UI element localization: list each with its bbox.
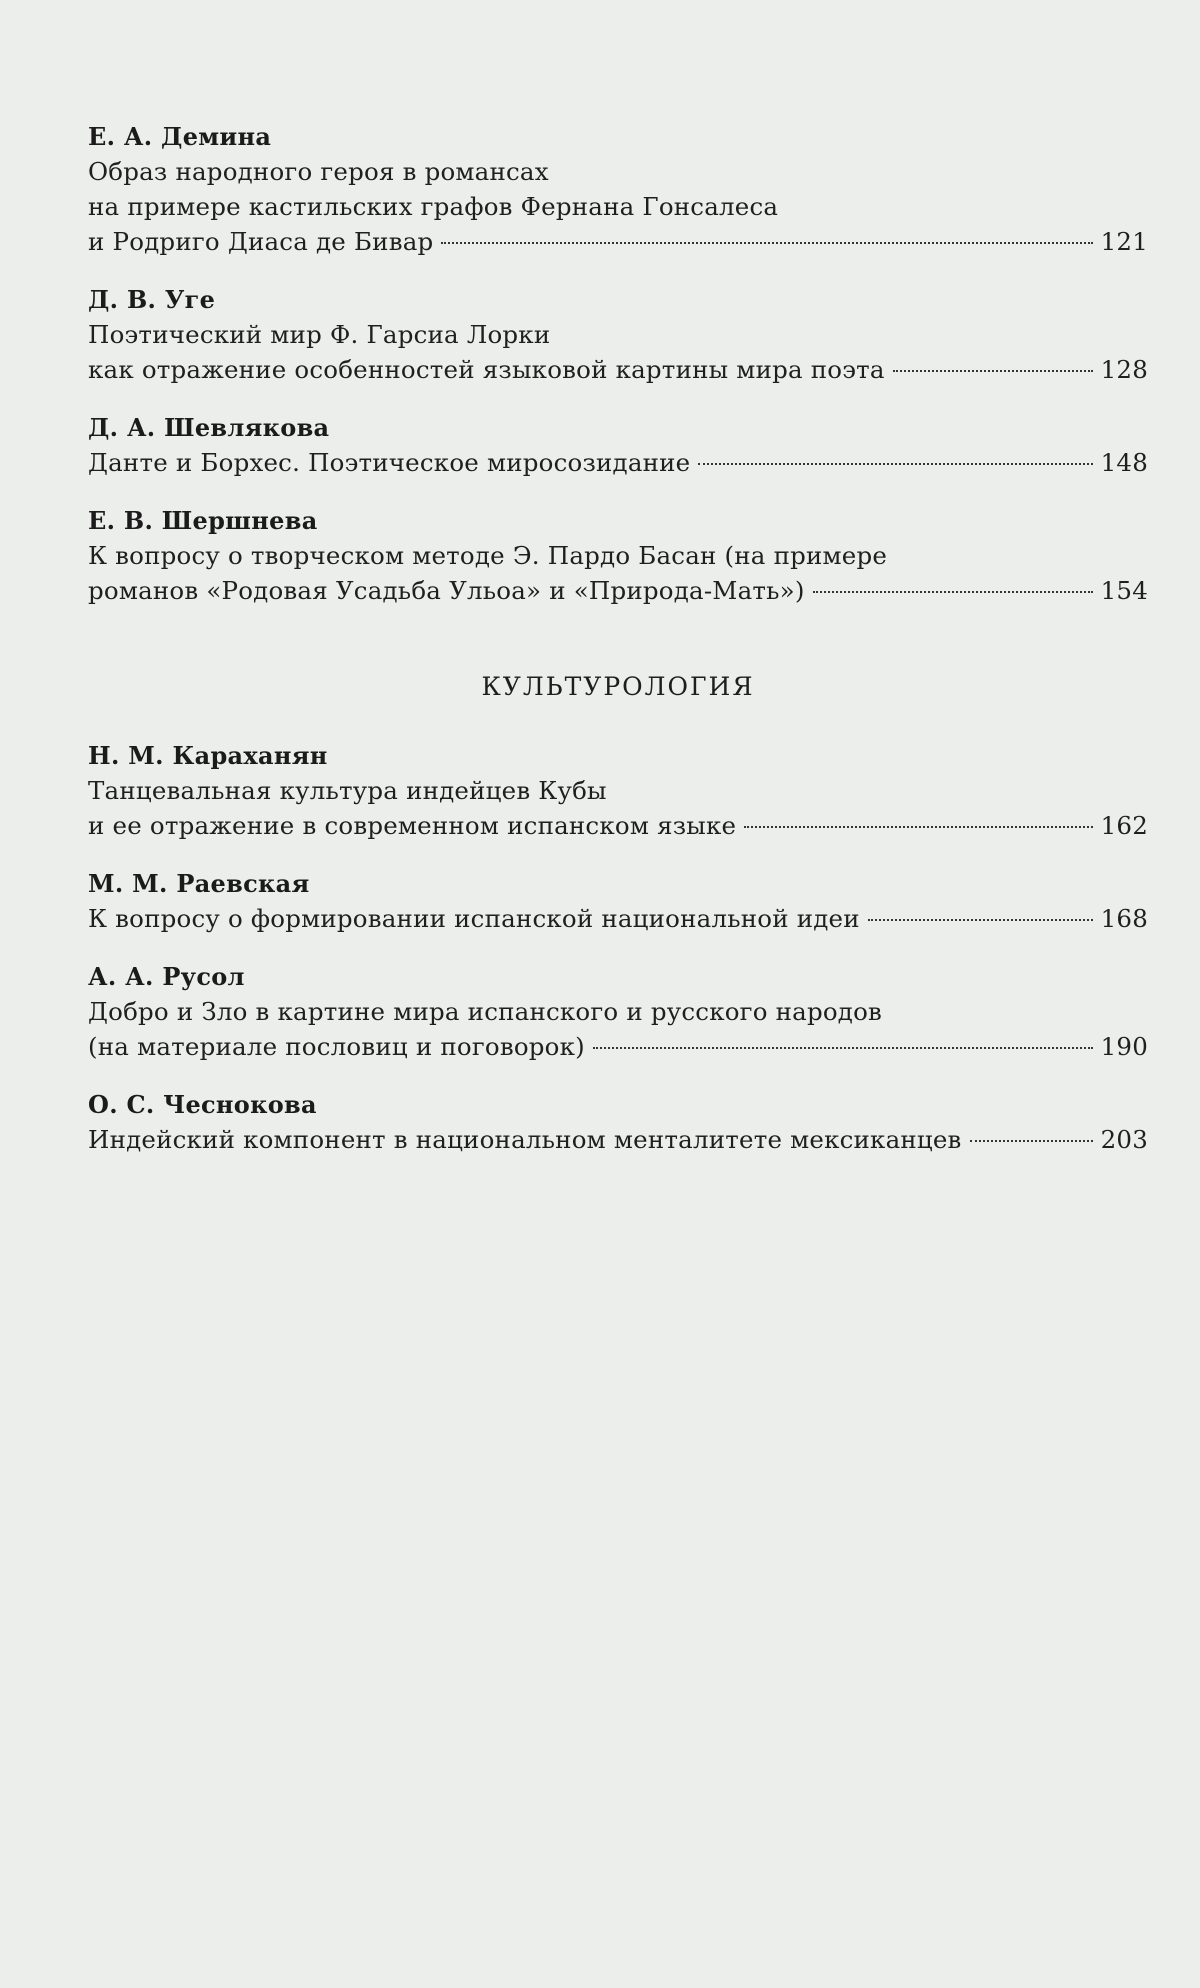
toc-entry-title-last-line bbox=[88, 808, 1148, 843]
toc-entry-title-line: романов «Родовая Усадьба Ульоа» и «Природа-Мать») bbox=[88, 576, 805, 605]
toc-entry-author: Е. А. Демина bbox=[88, 122, 272, 151]
toc-entry-title-line: как отражение особенностей языковой картины мира поэта bbox=[88, 355, 885, 384]
dot-leader bbox=[970, 1140, 1093, 1142]
toc-entry bbox=[88, 1088, 1148, 1157]
toc-list-culturology bbox=[88, 739, 1148, 1157]
toc-list-literature bbox=[88, 120, 1148, 608]
toc-entry-author: М. М. Раевская bbox=[88, 869, 310, 898]
toc-entry-author: О. С. Чеснокова bbox=[88, 1090, 317, 1119]
toc-entry-title-line: К вопросу о формировании испанской национальной идеи bbox=[88, 904, 860, 933]
dot-leader bbox=[868, 919, 1093, 921]
toc-entry-title-line: Танцевальная культура индейцев Кубы bbox=[88, 776, 607, 805]
toc-entry-title-last-line bbox=[88, 352, 1148, 387]
toc-entry-title-last-line bbox=[88, 1122, 1148, 1157]
dot-leader bbox=[698, 463, 1092, 465]
toc-entry-page-number: 203 bbox=[1100, 1125, 1148, 1154]
toc-entry bbox=[88, 120, 1148, 259]
toc-entry-title-last-line bbox=[88, 1029, 1148, 1064]
toc-entry-title-line: Поэтический мир Ф. Гарсиа Лорки bbox=[88, 320, 551, 349]
toc-entry-page-number: 190 bbox=[1100, 1032, 1148, 1061]
toc-entry-author: Н. М. Караханян bbox=[88, 741, 328, 770]
toc-entry-title-line: и Родриго Диаса де Бивар bbox=[88, 227, 434, 256]
toc-entry-title-line: на примере кастильских графов Фернана Гонсалеса bbox=[88, 192, 779, 221]
toc-entry bbox=[88, 960, 1148, 1064]
dot-leader bbox=[893, 370, 1093, 372]
dot-leader bbox=[441, 242, 1092, 244]
toc-entry-title-line: Добро и Зло в картине мира испанского и русского народов bbox=[88, 997, 883, 1026]
toc-entry bbox=[88, 411, 1148, 480]
toc-entry-title-last-line bbox=[88, 573, 1148, 608]
toc-entry-author: А. А. Русол bbox=[88, 962, 245, 991]
toc-entry-title-line: Данте и Борхес. Поэтическое миросозидание bbox=[88, 448, 691, 477]
toc-entry-page-number: 121 bbox=[1100, 227, 1148, 256]
toc-entry-title-line: (на материале пословиц и поговорок) bbox=[88, 1032, 585, 1061]
toc-entry-page-number: 148 bbox=[1100, 448, 1148, 477]
toc-entry-page-number: 128 bbox=[1100, 355, 1148, 384]
toc-entry-author: Д. А. Шевлякова bbox=[88, 413, 330, 442]
table-of-contents bbox=[88, 120, 1148, 1181]
toc-entry-author: Д. В. Уге bbox=[88, 285, 216, 314]
toc-entry-title-line: и ее отражение в современном испанском языке bbox=[88, 811, 737, 840]
dot-leader bbox=[744, 826, 1092, 828]
section-title: КУЛЬТУРОЛОГИЯ bbox=[481, 672, 755, 701]
toc-entry-title-last-line bbox=[88, 901, 1148, 936]
toc-entry bbox=[88, 867, 1148, 936]
toc-entry-page-number: 168 bbox=[1100, 904, 1148, 933]
toc-entry bbox=[88, 739, 1148, 843]
toc-entry-author: Е. В. Шершнева bbox=[88, 506, 318, 535]
toc-entry-title-last-line bbox=[88, 224, 1148, 259]
dot-leader bbox=[813, 591, 1093, 593]
toc-entry-title-line: К вопросу о творческом методе Э. Пардо Басан (на примере bbox=[88, 541, 888, 570]
toc-entry-title-line: Образ народного героя в романсах bbox=[88, 157, 549, 186]
toc-entry bbox=[88, 504, 1148, 608]
toc-entry bbox=[88, 283, 1148, 387]
toc-entry-title-line: Индейский компонент в национальном менталитете мексиканцев bbox=[88, 1125, 962, 1154]
toc-entry-page-number: 154 bbox=[1100, 576, 1148, 605]
dot-leader bbox=[593, 1047, 1093, 1049]
toc-entry-page-number: 162 bbox=[1100, 811, 1148, 840]
toc-entry-title-last-line bbox=[88, 445, 1148, 480]
